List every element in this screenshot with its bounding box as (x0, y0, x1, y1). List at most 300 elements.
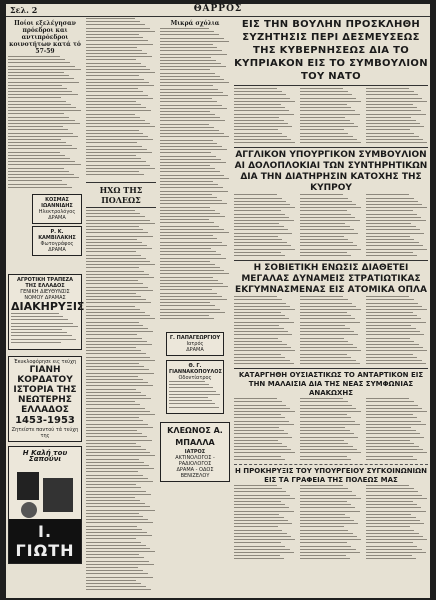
text-line (234, 120, 284, 121)
text-line (234, 223, 279, 224)
text-line (160, 165, 210, 166)
text-line (160, 258, 226, 259)
col3-title: Μικρά σχόλια (170, 20, 220, 27)
text-line (234, 242, 287, 243)
text-line (8, 139, 61, 140)
text-line (160, 267, 220, 268)
text-line (86, 516, 143, 517)
text-line (86, 236, 153, 237)
text-line (8, 133, 73, 134)
divider (86, 207, 156, 208)
text-line (300, 91, 348, 92)
text-line (366, 533, 419, 534)
text-line (86, 373, 154, 374)
text-line (366, 433, 420, 434)
text-line (366, 255, 417, 256)
text-line (300, 507, 355, 508)
text-line (234, 210, 281, 211)
text-line (300, 229, 354, 230)
text-line (300, 322, 360, 323)
text-line (234, 303, 286, 304)
text-line (300, 427, 345, 428)
text-line (86, 299, 146, 300)
text-line (86, 126, 155, 127)
text-line (366, 552, 426, 553)
text-line (86, 101, 136, 102)
text-line (86, 411, 150, 412)
text-line (300, 223, 345, 224)
text-line (86, 471, 138, 472)
doctor-address: ΔΡΑΜΑ - ΟΔΟΣ ΒΕΝΙΖΕΛΟΥ (176, 467, 214, 479)
text-line (8, 123, 80, 124)
text-line (86, 548, 150, 549)
text-line (86, 344, 152, 345)
text-line (300, 405, 352, 406)
ad-role: Ηλεκτρολόγος (38, 209, 76, 215)
text-line (86, 551, 155, 552)
text-line (366, 341, 414, 342)
text-line (300, 347, 357, 348)
text-line (300, 520, 354, 521)
text-line (234, 443, 282, 444)
col2-article-text-top (86, 18, 156, 180)
text-line (366, 347, 423, 348)
text-line (160, 318, 214, 319)
text-line (86, 216, 145, 217)
text-line (366, 252, 413, 253)
text-line (300, 542, 347, 543)
text-line (300, 318, 355, 319)
text-line (234, 114, 294, 115)
text-line (8, 152, 60, 153)
text-line (366, 417, 417, 418)
text-line (300, 239, 348, 240)
text-line (234, 433, 288, 434)
text-line (11, 319, 68, 320)
text-line (86, 210, 135, 211)
text-line (234, 198, 282, 199)
text-line (300, 459, 351, 460)
text-line (160, 146, 222, 147)
text-line (86, 37, 143, 38)
text-line (86, 47, 137, 48)
book-ad-box (8, 356, 82, 442)
text-line (300, 334, 358, 335)
text-line (300, 536, 357, 537)
text-line (300, 539, 361, 540)
text-line (160, 162, 226, 163)
text-line (234, 459, 285, 460)
text-line (300, 123, 354, 124)
text-line (160, 89, 218, 90)
text-line (300, 357, 351, 358)
notice-text (11, 313, 79, 347)
text-line (234, 239, 282, 240)
nato-article (234, 88, 428, 145)
text-line (300, 401, 348, 402)
text-line (86, 440, 152, 441)
text-line (160, 254, 221, 255)
text-line (234, 338, 278, 339)
text-line (86, 462, 144, 463)
text-line (366, 414, 413, 415)
text-line (234, 98, 290, 99)
text-line (160, 286, 228, 287)
text-line (300, 107, 351, 108)
text-line (8, 91, 72, 92)
ad-name: Γ. ΠΑΠΑΓΕΩΡΓΙΟΥ (169, 335, 221, 341)
text-line (366, 201, 418, 202)
ad-name: Θ. Γ. ΓΙΑΝΝΑΚΟΠΟΥΛΟΣ (169, 363, 222, 375)
text-line (86, 455, 155, 456)
text-line (86, 589, 151, 590)
text-line (86, 427, 153, 428)
text-line (300, 408, 356, 409)
text-line (160, 242, 222, 243)
text-line (86, 350, 141, 351)
text-line (234, 299, 282, 300)
text-line (300, 341, 348, 342)
text-line (234, 104, 281, 105)
text-line (234, 207, 295, 208)
text-line (300, 558, 350, 559)
text-line (366, 408, 422, 409)
text-line (86, 325, 143, 326)
text-line (160, 63, 221, 64)
text-line (86, 40, 148, 41)
text-line (86, 369, 149, 370)
text-b (300, 296, 362, 366)
text-line (366, 223, 411, 224)
text-line (86, 564, 154, 565)
text-line (8, 171, 69, 172)
text-line (86, 376, 138, 377)
text-line (86, 341, 147, 342)
text-line (234, 139, 291, 140)
text-line (160, 95, 228, 96)
text-line (234, 201, 286, 202)
text-line (160, 76, 220, 77)
text-line (234, 220, 294, 221)
text-line (234, 91, 282, 92)
text-line (234, 456, 281, 457)
text-line (300, 136, 353, 137)
text-line (366, 142, 427, 143)
text-line (234, 344, 287, 345)
text-line (8, 158, 70, 159)
text-line (86, 433, 142, 434)
doctor-specialty: ΑΚΤΙΝΟΛΟΓΟΣ - ΡΑΔΙΟΛΟΓΟΣ (175, 455, 215, 467)
text-line (300, 530, 348, 531)
text-line (86, 389, 136, 390)
text-line (8, 126, 63, 127)
text-line (160, 251, 216, 252)
text-line (160, 248, 211, 249)
text-line (234, 555, 280, 556)
text-line (160, 31, 214, 32)
text-line (160, 187, 223, 188)
text-line (160, 120, 225, 121)
text-line (160, 168, 215, 169)
text-line (8, 85, 62, 86)
text-line (366, 312, 413, 313)
text-line (300, 249, 361, 250)
text-line (300, 104, 347, 105)
text-line (366, 217, 421, 218)
text-line (366, 198, 414, 199)
divider (234, 147, 428, 148)
text-line (234, 328, 284, 329)
text-line (86, 315, 150, 316)
text-line (366, 322, 426, 323)
text-line (300, 207, 361, 208)
text-line (234, 249, 295, 250)
text-line (86, 66, 146, 67)
text-line (300, 452, 361, 453)
text-line (86, 379, 143, 380)
text-line (86, 459, 139, 460)
text-line (366, 194, 409, 195)
text-line (86, 557, 144, 558)
text-line (234, 398, 277, 399)
text-line (366, 236, 410, 237)
text-line (86, 107, 146, 108)
text-line (366, 485, 409, 486)
text-line (86, 366, 144, 367)
text-line (86, 338, 142, 339)
text-line (234, 526, 278, 527)
text-line (366, 334, 424, 335)
text-line (300, 142, 361, 143)
text-line (300, 139, 357, 140)
text-line (160, 309, 220, 310)
text-line (86, 242, 142, 243)
text-line (160, 140, 213, 141)
col1-ad-photographer (32, 226, 82, 256)
text-line (86, 63, 141, 64)
text-line (234, 322, 294, 323)
text-line (160, 133, 224, 134)
text-line (86, 114, 135, 115)
page-number: Σελ. 2 (10, 5, 38, 15)
text-line (234, 549, 290, 550)
text-line (300, 194, 343, 195)
text-line (300, 252, 347, 253)
text-line (234, 88, 277, 89)
text-line (234, 309, 295, 310)
ad-name: Ρ. Κ. ΚΑΜΒΙΛΑΚΗΣ (38, 229, 76, 241)
text-line (160, 85, 213, 86)
text-line (366, 437, 424, 438)
text-line (8, 177, 79, 178)
text-line (86, 142, 137, 143)
text-line (8, 155, 65, 156)
text-line (11, 326, 78, 327)
text-line (160, 178, 229, 179)
text-line (160, 235, 213, 236)
text-line (366, 491, 418, 492)
text-line (160, 28, 209, 29)
text-line (160, 136, 229, 137)
text-line (160, 289, 212, 290)
newspaper-name: ΘΑΡΡΟΣ (193, 4, 243, 14)
text-line (8, 129, 68, 130)
text-line (86, 82, 149, 83)
text-line (366, 242, 419, 243)
text-line (160, 47, 217, 48)
text-line (8, 69, 81, 70)
text-line (300, 398, 343, 399)
text-line (300, 456, 347, 457)
text-line (86, 56, 152, 57)
notice-title: ΔΙΑΚΗΡΥΞΙΣ (11, 300, 85, 313)
text-line (86, 117, 140, 118)
text-line (160, 283, 223, 284)
text-line (160, 302, 210, 303)
text-line (300, 514, 345, 515)
soap-brand: Ι. ΓΙΩΤΗ (9, 519, 81, 563)
text-line (234, 312, 281, 313)
text-line (366, 523, 424, 524)
text-line (234, 296, 277, 297)
masthead (6, 4, 430, 17)
text-b (300, 398, 362, 462)
text-line (86, 430, 137, 431)
text-line (160, 232, 229, 233)
text-line (11, 332, 67, 333)
text-c (366, 485, 428, 562)
text-line (160, 79, 224, 80)
text-line (366, 328, 416, 329)
text-line (8, 145, 72, 146)
text-line (86, 529, 142, 530)
book-title: ΓΙΑΝΗ ΚΟΡΔΑΤΟΥ ΙΣΤΟΡΙΑ ΤΗΣ ΝΕΩΤΕΡΗΣ ΕΛΛΑΔΟΣ (13, 365, 77, 415)
text-line (234, 430, 284, 431)
text-line (8, 101, 66, 102)
text-line (234, 488, 282, 489)
text-line (86, 104, 141, 105)
text-line (300, 546, 351, 547)
text-line (366, 555, 412, 556)
text-line (366, 363, 426, 364)
text-line (366, 107, 417, 108)
text-line (160, 216, 225, 217)
text-line (160, 200, 222, 201)
text-line (86, 408, 145, 409)
bank-sub: ΓΕΝΙΚΗ ΔΙΕΥΘΥΝΣΙΣ ΝΟΜΟΥ ΔΡΑΜΑΣ (20, 289, 70, 301)
text-line (160, 312, 225, 313)
text-line (366, 360, 422, 361)
text-line (160, 111, 210, 112)
text-line (160, 82, 229, 83)
text-line (86, 561, 149, 562)
text-line (300, 217, 355, 218)
text-line (234, 126, 292, 127)
text-line (300, 430, 350, 431)
text-line (160, 277, 213, 278)
text-line (160, 69, 210, 70)
text-line (300, 363, 360, 364)
text-line (8, 187, 72, 188)
text-line (366, 517, 416, 518)
text-line (86, 34, 139, 35)
text-line (160, 261, 210, 262)
text-line (86, 465, 149, 466)
text-line (234, 129, 278, 130)
text-line (86, 158, 141, 159)
text-line (366, 495, 422, 496)
text-line (366, 104, 413, 105)
headline-cabinet: ΑΓΓΛΙΚΟΝ ΥΠΟΥΡΓΙΚΟΝ ΣΥΜΒΟΥΛΙΟΝ ΑΙ ΔΟΛΟΠΛΟΚΙΑΙ ΤΩΝ ΣΥΝΤΗΡΗΤΙΚΩΝ ΔΙΑ ΤΗΝ ΔΙΑΤΗΡΗΣΙΝ ΚΑΤΟΧΗΣ ΤΗΣ ΚΥΠΡΟΥ (234, 150, 428, 194)
col2-article-text (86, 210, 156, 598)
text-line (300, 491, 352, 492)
text-line (86, 404, 140, 405)
text-line (160, 280, 218, 281)
text-line (366, 229, 420, 230)
headline-malaya: ΚΑΤΑΡΓΗΘΗ ΟΥΣΙΑΣΤΙΚΩΣ ΤΟ ΑΝΤΑΡΤΙΚΟΝ ΕΙΣ ΤΗΝ ΜΑΛΑΙΣΙΑ ΔΙΑ ΤΗΣ ΝΕΑΣ ΣΥΜΦΩΝΙΑΣ ΑΝΑΚΩΧΗΣ (238, 371, 424, 398)
text-line (160, 152, 211, 153)
text-line (86, 306, 135, 307)
text-line (86, 510, 155, 511)
text-line (366, 530, 414, 531)
text-line (86, 213, 140, 214)
text-line (8, 142, 66, 143)
text-line (234, 204, 290, 205)
text-line (366, 488, 414, 489)
text-line (366, 117, 411, 118)
text-line (300, 204, 356, 205)
text-line (86, 491, 146, 492)
text-line (86, 478, 148, 479)
text-line (86, 436, 147, 437)
text-line (300, 449, 357, 450)
text-line (366, 401, 414, 402)
text-line (169, 384, 209, 385)
text-line (234, 417, 285, 418)
text-line (11, 342, 61, 343)
text-line (8, 110, 81, 111)
text-line (366, 338, 410, 339)
text-line (300, 424, 360, 425)
text-line (234, 214, 285, 215)
text-line (234, 414, 281, 415)
text-line (86, 245, 147, 246)
text-line (300, 338, 344, 339)
text-line (366, 136, 419, 137)
text-line (234, 136, 287, 137)
text-line (234, 408, 290, 409)
text-line (86, 577, 153, 578)
text-line (86, 468, 154, 469)
text-line (11, 335, 72, 336)
text-line (160, 299, 227, 300)
text-line (300, 344, 353, 345)
text-line (366, 507, 421, 508)
text-line (234, 229, 288, 230)
text-line (86, 481, 153, 482)
text-line (366, 299, 414, 300)
text-line (86, 424, 148, 425)
text-line (169, 407, 219, 408)
text-line (169, 387, 213, 388)
text-line (300, 325, 345, 326)
bank-name: ΑΓΡΟΤΙΚΗ ΤΡΑΠΕΖΑ ΤΗΣ ΕΛΛΑΔΟΣ (16, 277, 74, 289)
text-line (234, 306, 290, 307)
text-line (234, 133, 282, 134)
text-line (8, 180, 62, 181)
text-line (234, 427, 279, 428)
text-line (86, 583, 141, 584)
